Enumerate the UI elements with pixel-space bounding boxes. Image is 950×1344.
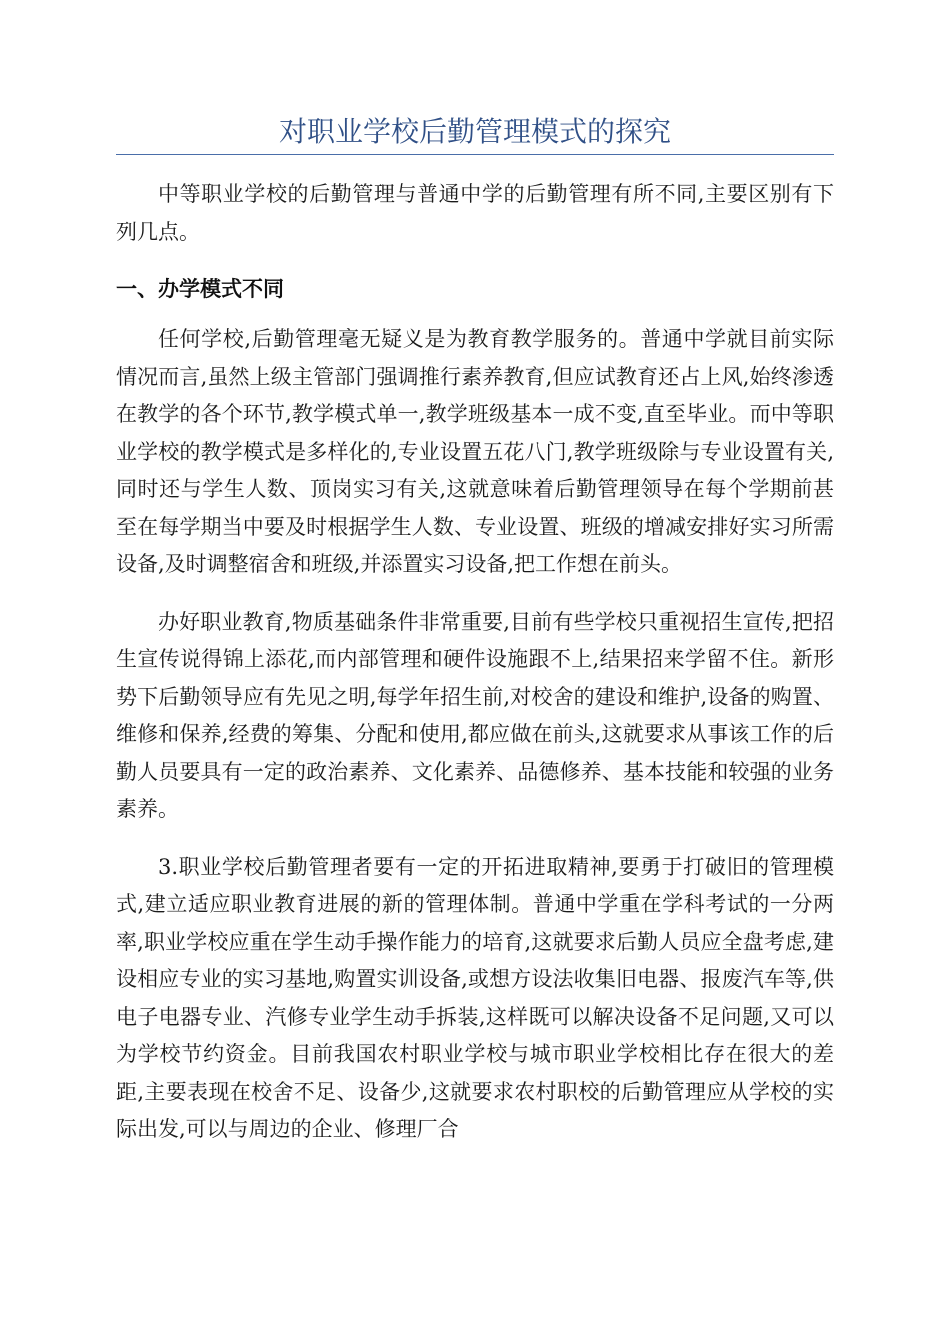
body-paragraph-3: 3.职业学校后勤管理者要有一定的开拓进取精神,要勇于打破旧的管理模式,建立适应职业教育进展的新的管理体制。普通中学重在学科考试的一分两率,职业学校应重在学生动手操作能力的培育,这就要求后勤人员应全盘考虑,建设相应专业的实习基地,购置实训设备,或想方设法收集旧电器、报废汽车等,供电子电器专业、汽修专业学生动手拆装,这样既可以解决设备不足问题,又可以为学校节约资金。目前我国农村职业学校与城市职业学校相比存在很大的差距,主要表现在校舍不足、设备少,这就要求农村职校的后勤管理应从学校的实际出发,可以与周边的企业、修理厂合: [116, 854, 834, 1141]
document-title: 对职业学校后勤管理模式的探究: [278, 115, 671, 148]
section-heading: 一、办学模式不同: [116, 277, 284, 301]
intro-paragraph: 中等职业学校的后勤管理与普通中学的后勤管理有所不同,主要区别有下列几点。: [116, 182, 834, 244]
body-paragraph-1: 任何学校,后勤管理毫无疑义是为教育教学服务的。普通中学就目前实际情况而言,虽然上级主管部门强调推行素养教育,但应试教育还占上风,始终渗透在教学的各个环节,教学模式单一,教学班级基本一成不变,直至毕业。而中等职业学校的教学模式是多样化的,专业设置五花八门,教学班级除与专业设置有关,同时还与学生人数、顶岗实习有关,这就意味着后勤管理领导在每个学期前甚至在每学期当中要及时根据学生人数、专业设置、班级的增减安排好实习所需设备,及时调整宿舍和班级,并添置实习设备,把工作想在前头。: [116, 327, 834, 576]
body-paragraph-2: 办好职业教育,物质基础条件非常重要,目前有些学校只重视招生宣传,把招生宣传说得锦上添花,而内部管理和硬件设施跟不上,结果招来学留不住。新形势下后勤领导应有先见之明,每学年招生前,对校舍的建设和维护,设备的购置、维修和保养,经费的筹集、分配和使用,都应做在前头,这就要求从事该工作的后勤人员要具有一定的政治素养、文化素养、品德修养、基本技能和较强的业务素养。: [116, 609, 834, 821]
document-body: [116, 176, 834, 1169]
title-underline: [116, 154, 834, 155]
